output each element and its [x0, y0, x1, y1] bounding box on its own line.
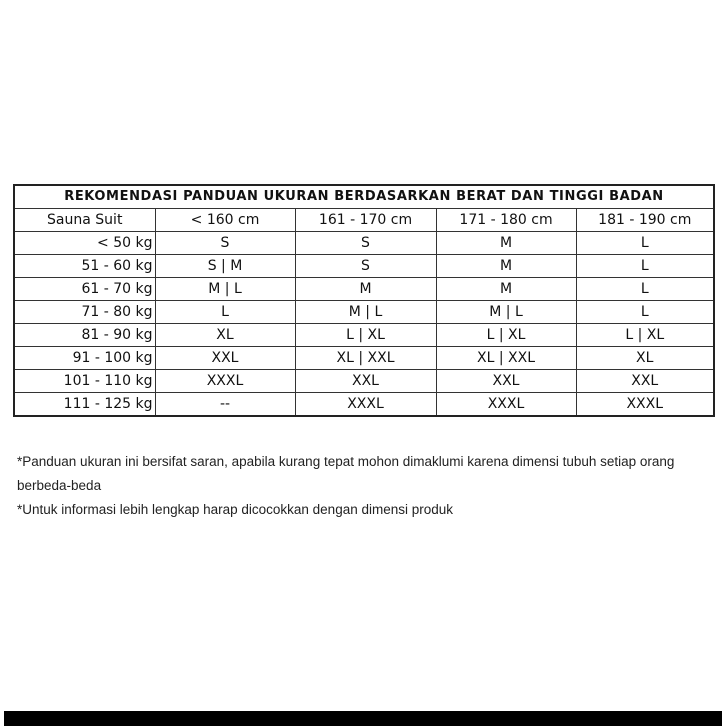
table-row: [14, 301, 714, 324]
size-cell: XXL: [436, 370, 576, 393]
weight-cell: 81 - 90 kg: [14, 324, 155, 347]
size-cell: S: [295, 232, 436, 255]
size-cell: XXL: [295, 370, 436, 393]
size-cell: L | XL: [576, 324, 714, 347]
size-cell: L: [576, 255, 714, 278]
height-header: 171 - 180 cm: [436, 209, 576, 232]
size-cell: XL: [576, 347, 714, 370]
size-cell: M: [436, 232, 576, 255]
size-cell: XL | XXL: [436, 347, 576, 370]
height-header: 181 - 190 cm: [576, 209, 714, 232]
table-header-row: [14, 209, 714, 232]
weight-cell: 61 - 70 kg: [14, 278, 155, 301]
size-cell: M: [436, 278, 576, 301]
weight-cell: 71 - 80 kg: [14, 301, 155, 324]
size-cell: M | L: [436, 301, 576, 324]
footnotes: [17, 450, 717, 522]
weight-cell: 91 - 100 kg: [14, 347, 155, 370]
table-row: [14, 370, 714, 393]
size-cell: M: [295, 278, 436, 301]
size-cell: --: [155, 393, 295, 417]
height-header: 161 - 170 cm: [295, 209, 436, 232]
weight-cell: < 50 kg: [14, 232, 155, 255]
size-cell: XXL: [576, 370, 714, 393]
size-cell: M | L: [155, 278, 295, 301]
size-cell: XXXL: [155, 370, 295, 393]
table-title-row: [14, 185, 714, 209]
size-cell: M | L: [295, 301, 436, 324]
corner-label: Sauna Suit: [14, 209, 155, 232]
size-cell: M: [436, 255, 576, 278]
table-row: [14, 393, 714, 417]
weight-cell: 51 - 60 kg: [14, 255, 155, 278]
size-cell: XL | XXL: [295, 347, 436, 370]
size-cell: XXXL: [295, 393, 436, 417]
size-cell: L | XL: [295, 324, 436, 347]
size-guide-table: [13, 184, 715, 417]
size-cell: XL: [155, 324, 295, 347]
size-cell: L: [576, 301, 714, 324]
size-cell: L | XL: [436, 324, 576, 347]
size-cell: XXXL: [436, 393, 576, 417]
weight-cell: 111 - 125 kg: [14, 393, 155, 417]
weight-cell: 101 - 110 kg: [14, 370, 155, 393]
size-cell: XXXL: [576, 393, 714, 417]
table-row: [14, 278, 714, 301]
table-row: [14, 324, 714, 347]
table-title: REKOMENDASI PANDUAN UKURAN BERDASARKAN BERAT DAN TINGGI BADAN: [14, 185, 714, 209]
size-cell: S | M: [155, 255, 295, 278]
footnote: *Untuk informasi lebih lengkap harap dicocokkan dengan dimensi produk: [17, 502, 454, 517]
size-cell: XXL: [155, 347, 295, 370]
table-row: [14, 347, 714, 370]
size-cell: L: [576, 278, 714, 301]
table-row: [14, 232, 714, 255]
footnote: *Panduan ukuran ini bersifat saran, apabila kurang tepat mohon dimaklumi karena dimensi tubuh setiap orang berbeda-beda: [17, 454, 675, 493]
size-cell: S: [155, 232, 295, 255]
size-cell: L: [155, 301, 295, 324]
size-cell: S: [295, 255, 436, 278]
table-row: [14, 255, 714, 278]
height-header: < 160 cm: [155, 209, 295, 232]
size-cell: L: [576, 232, 714, 255]
bottom-black-bar: [4, 711, 722, 726]
